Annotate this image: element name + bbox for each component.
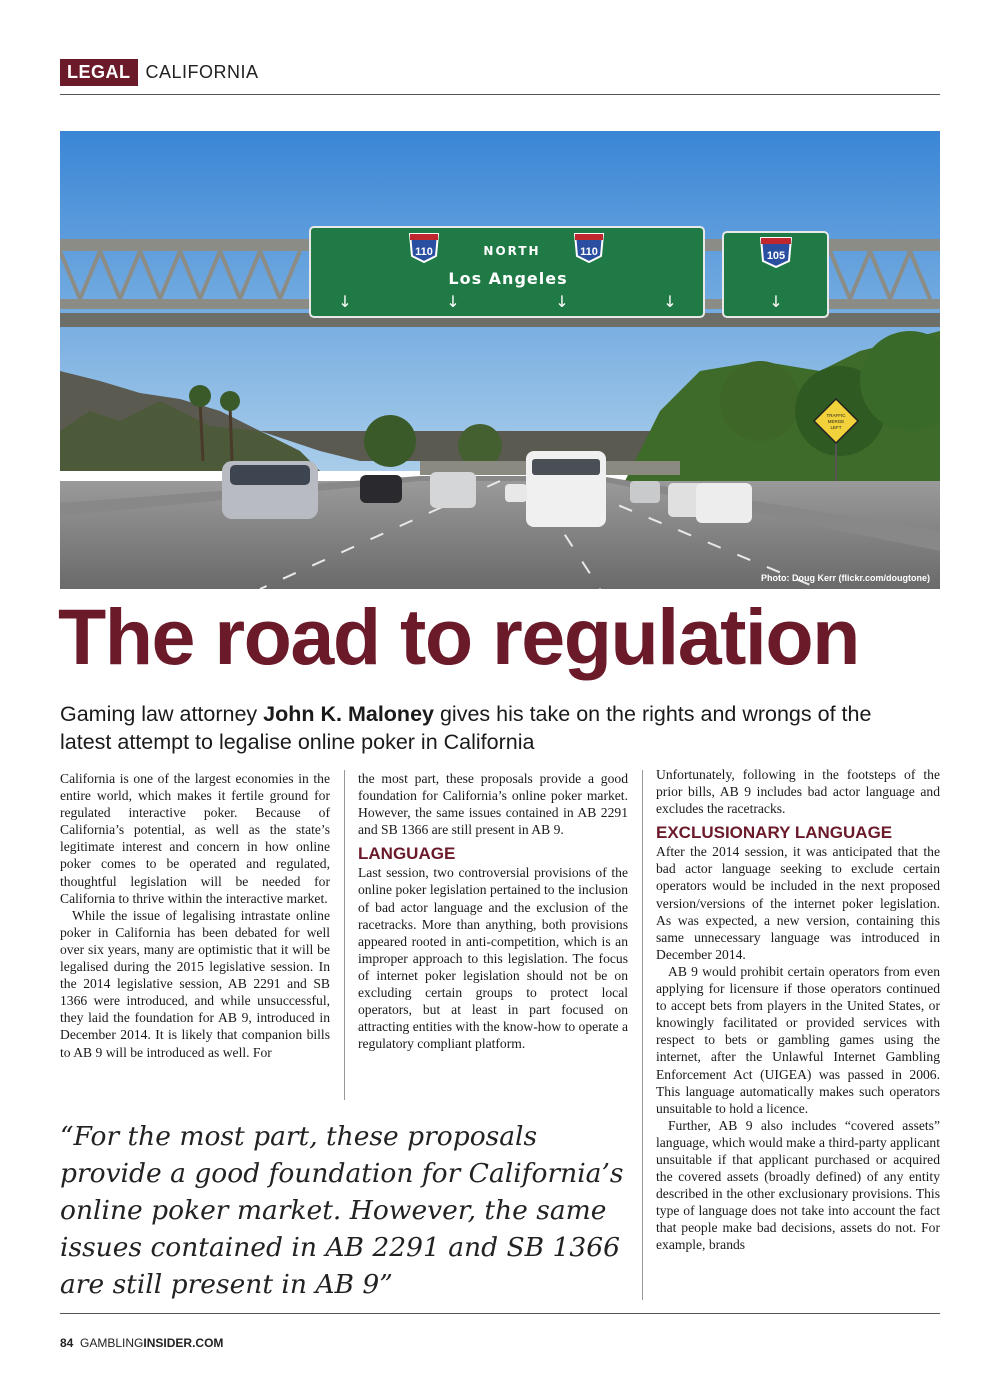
column-divider bbox=[344, 770, 345, 1100]
sign-city: Los Angeles bbox=[448, 269, 568, 288]
page-number: 84 bbox=[60, 1336, 74, 1350]
subhead-exclusionary-language: EXCLUSIONARY LANGUAGE bbox=[656, 823, 893, 843]
pull-quote: “For the most part, these proposals provide a good foundation for California’s online poker market. However, the same issues contained in AB 2291 and SB 1366 are still present in AB 9” bbox=[60, 1121, 624, 1300]
sign-route-left: 110 bbox=[415, 246, 433, 258]
standfirst bbox=[60, 700, 880, 756]
body-paragraph: Unfortunately, following in the footsteps of the prior bills, AB 9 includes bad actor language and excludes the racetracks. bbox=[656, 767, 940, 817]
hero-photo bbox=[60, 131, 940, 589]
page-footer bbox=[60, 1336, 223, 1350]
section-name: CALIFORNIA bbox=[145, 61, 259, 82]
column-3 bbox=[656, 766, 940, 1254]
photo-credit: Photo: Doug Kerr (flickr.com/dougtone) bbox=[761, 573, 930, 583]
sign-route-105: 105 bbox=[766, 250, 786, 262]
svg-text:TRAFFIC: TRAFFIC bbox=[826, 413, 846, 418]
column-1 bbox=[60, 770, 330, 1061]
down-arrow-icon: ↓ bbox=[555, 292, 569, 311]
interstate-shield-105-icon bbox=[761, 238, 791, 267]
svg-text:MERGE: MERGE bbox=[827, 419, 845, 424]
column-divider bbox=[642, 770, 643, 1300]
site-name-bold: INSIDER.COM bbox=[143, 1336, 224, 1350]
site-name-light: GAMBLING bbox=[80, 1336, 144, 1350]
body-paragraph: California is one of the largest economies in the entire world, which makes it fertile ground for regulated interactive poker. Because of California’s potential, as well as the state’s legitimate interest and concern in how online poker comes to be operated and regulated, thoughtful legislation will be needed for California to thrive within the interactive market. bbox=[60, 771, 330, 906]
author-name: John K. Maloney bbox=[263, 702, 434, 726]
body-paragraph: While the issue of legalising intrastate online poker in California has been debated for well over six years, many are optimistic that it will be legalised during the 2015 legislative session. In the 2014 legislative session, AB 2291 and SB 1366 were introduced, and while unsuccessful, they laid the foundation for AB 9, introduced in December 2014. It is likely that companion bills to AB 9 will be introduced as well. For bbox=[60, 907, 330, 1060]
body-paragraph: After the 2014 session, it was anticipated that the bad actor language seeking to exclude certain operators would be included in the next proposed version/versions of the internet poker legislation. As was expected, a new version, containing this same unnecessary language was introduced in December 2014. bbox=[656, 844, 940, 962]
body-paragraph: Further, AB 9 also includes “covered assets” language, which would make a third-party applicant unsuitable if that applicant purchased or acquired the covered assets (broadly defined) of any entity described in the other exclusionary provisions. This type of language does not take into account the fact that people make bad decisions, assets do not. For example, brands bbox=[656, 1117, 940, 1253]
body-paragraph: AB 9 would prohibit certain operators from even applying for licensure if those operators continued to accept bets from players in the United States, or knowingly facilitated or provided services with respect to bets or gambling games using the internet, after the Unlawful Internet Gambling Enforcement Act (UIGEA) was passed in 2006. This language automatically makes such operators unsuitable to hold a licence. bbox=[656, 963, 940, 1116]
body-paragraph: Last session, two controversial provisions of the online poker legislation pertained to the inclusion of bad actor language and the exclusion of the racetracks. More than anything, both provisions appeared rooted in anti-competition, which is an improper approach to this legislation. The focus of internet poker legislation should not be on excluding certain groups to protect local operators, but at least in part focused on attracting entities with the know-how to operate a regulatory compliant platform. bbox=[358, 865, 628, 1052]
sign-route-right: 110 bbox=[580, 246, 598, 258]
article-headline: The road to regulation bbox=[58, 592, 859, 681]
down-arrow-icon: ↓ bbox=[446, 292, 460, 311]
down-arrow-icon: ↓ bbox=[769, 292, 783, 311]
interstate-shield-right-icon bbox=[575, 234, 603, 262]
standfirst-rest: gives his take on the rights and wrongs of the latest attempt to legalise online poker in California bbox=[60, 702, 872, 754]
interstate-shield-left-icon bbox=[410, 234, 438, 262]
subhead-language: LANGUAGE bbox=[358, 844, 456, 864]
header-rule bbox=[60, 94, 940, 95]
column-2 bbox=[358, 770, 628, 1052]
down-arrow-icon: ↓ bbox=[338, 292, 352, 311]
svg-text:LEFT: LEFT bbox=[830, 425, 842, 430]
footer-rule bbox=[60, 1313, 940, 1314]
section-header bbox=[60, 58, 259, 86]
sign-direction: NORTH bbox=[483, 244, 541, 258]
down-arrow-icon: ↓ bbox=[663, 292, 677, 311]
body-paragraph: the most part, these proposals provide a good foundation for California’s online poker market. However, the same issues contained in AB 2291 and SB 1366 are still present in AB 9. bbox=[358, 771, 628, 838]
section-tag: LEGAL bbox=[60, 59, 138, 86]
standfirst-intro: Gaming law attorney bbox=[60, 702, 264, 726]
